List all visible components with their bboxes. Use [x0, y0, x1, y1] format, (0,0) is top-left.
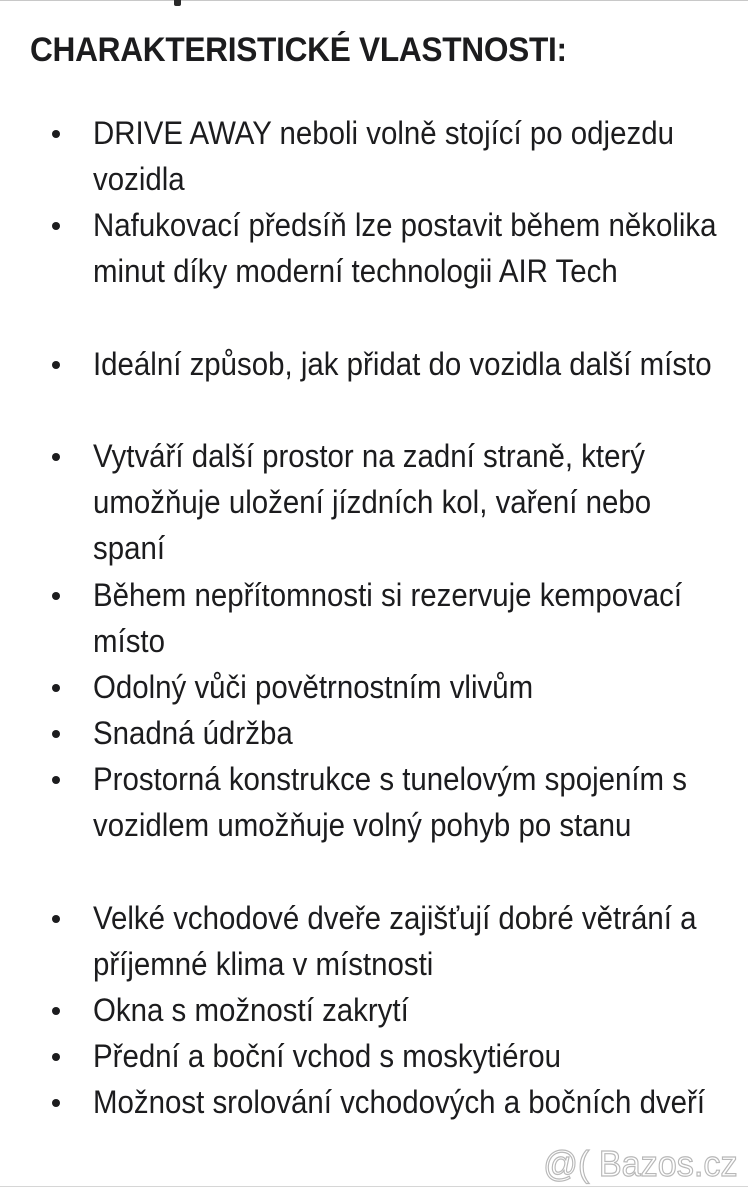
feature-text: Snadná údržba	[93, 715, 293, 751]
list-item	[0, 202, 748, 341]
list-item	[0, 756, 748, 895]
bullet-icon	[52, 130, 60, 138]
list-item	[0, 433, 748, 572]
list-item	[0, 664, 748, 710]
list-item	[0, 987, 748, 1033]
bullet-icon	[52, 361, 60, 369]
feature-list	[0, 110, 748, 1171]
feature-text: DRIVE AWAY neboli volně stojící po odjezdu vozidla	[93, 115, 674, 198]
bullet-icon	[52, 222, 60, 230]
feature-text: Během nepřítomnosti si rezervuje kempovací místo	[93, 577, 683, 660]
feature-text: Ideální způsob, jak přidat do vozidla další místo	[93, 346, 712, 382]
bullet-icon	[52, 1053, 60, 1061]
cropped-previous-line	[0, 0, 748, 6]
feature-text: Odolný vůči povětrnostním vlivům	[93, 669, 534, 705]
bullet-icon	[52, 1099, 60, 1107]
list-item	[0, 110, 748, 202]
feature-text: Vytváří další prostor na zadní straně, který umožňuje uložení jízdních kol, vaření nebo spaní	[93, 438, 652, 567]
list-item	[0, 710, 748, 756]
feature-text: Prostorná konstrukce s tunelovým spojením s vozidlem umožňuje volný pohyb po stanu	[93, 761, 687, 844]
bazos-watermark: @( Bazos.cz	[543, 1143, 738, 1184]
bullet-icon	[52, 453, 60, 461]
list-item	[0, 895, 748, 987]
feature-text: Možnost srolování vchodových a bočních dveří	[93, 1084, 706, 1120]
list-item	[0, 341, 748, 433]
list-item	[0, 1033, 748, 1079]
bullet-icon	[52, 776, 60, 784]
bullet-icon	[52, 592, 60, 600]
feature-text: Přední a boční vchod s moskytiérou	[93, 1038, 562, 1074]
bullet-icon	[52, 915, 60, 923]
feature-text: Nafukovací předsíň lze postavit během několika minut díky moderní technologii AIR Tech	[93, 207, 717, 290]
bullet-icon	[52, 684, 60, 692]
section-heading: CHARAKTERISTICKÉ VLASTNOSTI:	[30, 31, 567, 69]
feature-text: Velké vchodové dveře zajišťují dobré větrání a příjemné klima v místnosti	[93, 900, 697, 983]
list-item	[0, 572, 748, 664]
bullet-icon	[52, 1007, 60, 1015]
bottom-divider	[0, 1186, 748, 1187]
bullet-icon	[52, 730, 60, 738]
feature-text: Okna s možností zakrytí	[93, 992, 409, 1028]
